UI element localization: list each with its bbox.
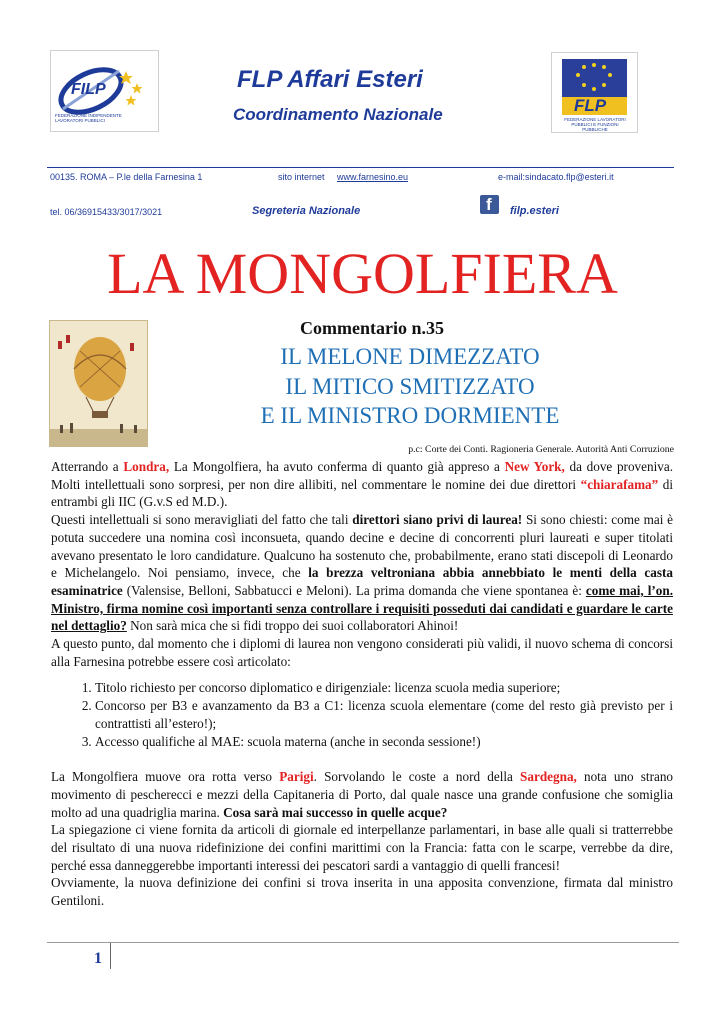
masthead-title: LA MONGOLFIERA bbox=[107, 241, 618, 306]
header-subtitle: Coordinamento Nazionale bbox=[233, 105, 443, 124]
filp-logo-text: FILP bbox=[71, 81, 106, 98]
address-text: 00135. ROMA – P.le della Farnesina 1 bbox=[50, 172, 203, 182]
p2-f: come mai, l’on. Ministro, firma nomine così importanti senza controllare i requisiti posseduti dai candidati e guardare le carte nel dettaglio? bbox=[51, 582, 673, 634]
footer-divider bbox=[47, 942, 679, 943]
p4-a: La Mongolfiera muove ora rotta verso bbox=[51, 769, 280, 785]
site-label: sito internet bbox=[278, 172, 325, 182]
list-item: 1. Titolo richiesto per concorso diplomatico e dirigenziale: licenza scuola media superiore; bbox=[95, 679, 673, 697]
site-link[interactable] bbox=[337, 172, 408, 182]
p2-e: (Valensise, Belloni, Sabbatucci e Meloni). La prima domanda che viene spontanea è: bbox=[122, 582, 586, 598]
p2-b: direttori siano privi di laurea! bbox=[352, 512, 523, 528]
facebook-icon[interactable] bbox=[480, 195, 499, 214]
cc-recipients: p.c: Corte dei Conti. Ragioneria Generale. Autorità Anti Corruzione bbox=[408, 444, 674, 455]
facebook-handle[interactable]: filp.esteri bbox=[510, 205, 559, 217]
site-url[interactable]: www.farnesino.eu bbox=[337, 172, 409, 182]
hot-air-balloon-illustration bbox=[49, 320, 148, 447]
article-body bbox=[51, 458, 673, 910]
p1-c: da dove proveniva. Molti intellettuali sono sorpresi, per non dire allibiti, nel commentare le nomine dei due direttori bbox=[51, 459, 673, 492]
term-chiarafama: “chiarafama” bbox=[580, 476, 659, 492]
filp-logo-caption: FEDERAZIONE INDIPENDENTE LAVORATORI PUBBLICI bbox=[55, 113, 122, 123]
exam-list bbox=[51, 679, 673, 750]
commentary-number: Commentario n.35 bbox=[300, 318, 444, 338]
p1-a: Atterrando a bbox=[51, 459, 124, 474]
flp-logo-text: FLP bbox=[574, 96, 607, 115]
header-divider bbox=[47, 167, 674, 168]
p2-a: Questi intellettuali si sono meravigliati del fatto che tali bbox=[51, 512, 353, 528]
balloon-graphic bbox=[50, 321, 147, 446]
p4-c: nota uno strano movimento di pescherecci e mezzi della Capitaneria di Porto, dal quale nasce una grande confusione che somiglia molto ad una quadriglia marina. bbox=[51, 769, 674, 820]
paragraph-6: Ovviamente, la nuova definizione dei confini si trova inserita in una apposita convenzione, firmata dal ministro Gentiloni. bbox=[51, 875, 673, 909]
paragraph-4 bbox=[51, 768, 673, 821]
page-number-bar bbox=[110, 943, 111, 969]
list-item: 3. Accesso qualifiche al MAE: scuola materna (anche in seconda sessione!) bbox=[95, 733, 673, 751]
place-new-york: New York, bbox=[504, 459, 565, 474]
headline-1: IL MELONE DIMEZZATO bbox=[280, 344, 540, 369]
headline-2: IL MITICO SMITIZZATO bbox=[285, 374, 535, 399]
filp-logo bbox=[50, 50, 159, 132]
p2-d: la brezza veltroniana abbia annebbiato le menti della casta esaminatrice bbox=[51, 565, 673, 598]
flp-logo bbox=[551, 52, 638, 133]
paragraph-3: A questo punto, dal momento che i diplomi di laurea non vengono considerati più validi, il nuovo schema di concorsi alla Farnesina potrebbe essere così articolato: bbox=[51, 636, 673, 669]
p2-g: Non sarà mica che si fidi troppo dei suoi collaboratori Ahinoi! bbox=[126, 618, 459, 634]
segreteria-text: Segreteria Nazionale bbox=[252, 205, 361, 217]
list-item: 2. Concorso per B3 e avanzamento da B3 a C1: licenza scuola elementare (come del resto già previsto per i contrattisti all’estero!); bbox=[95, 697, 673, 732]
paragraph-2 bbox=[51, 511, 673, 635]
p1-d: di entrambi gli IIC (G.v.S ed M.D.). bbox=[51, 476, 674, 510]
spacer bbox=[51, 759, 673, 768]
email-text[interactable]: e-mail:sindacato.flp@esteri.it bbox=[498, 172, 614, 182]
p1-b: La Mongolfiera, ha avuto conferma di quanto già appreso a bbox=[169, 459, 505, 474]
paragraph-5: La spiegazione ci viene fornita da articoli di giornale ed interpellanze parlamentari, in base alle quali si tratterrebbe del risultato di una nuova ridefinizione dei confini marittimi con la Francia: fatta con le scarpe, verrebbe da dire, perché essa danneggerebbe importanti interessi dei pescatori sardi a vantaggio di quelli francesi! bbox=[51, 822, 673, 873]
headline-3: E IL MINISTRO DORMIENTE bbox=[260, 403, 560, 428]
paragraph-1 bbox=[51, 458, 673, 511]
p4-d: Cosa sarà mai successo in quelle acque? bbox=[223, 804, 448, 820]
page-number: 1 bbox=[94, 950, 102, 967]
header-title: FLP Affari Esteri bbox=[237, 66, 423, 93]
p4-b: . Sorvolando le coste a nord della bbox=[313, 769, 521, 785]
place-sardegna: Sardegna, bbox=[520, 769, 577, 785]
tel-text: tel. 06/36915433/3017/3021 bbox=[50, 207, 163, 217]
place-parigi: Parigi bbox=[279, 769, 314, 785]
place-londra: Londra, bbox=[123, 459, 170, 474]
flp-logo-caption: FEDERAZIONE LAVORATORI PUBBLICI E FUNZIONI PUBBLICHE bbox=[564, 117, 626, 132]
facebook-icon-glyph: f bbox=[486, 195, 492, 214]
p2-c: Si sono chiesti: come mai è potuta succedere una nomina così inconsueta, quando decine e decine di concorrenti pluri laureati e super titolati avevano presentato le loro candidature. Qualcuno ha sostenuto che, probabilmente, erano stati discepoli di Leonardo e Michelangelo. Noi pensiamo, invece, che bbox=[51, 512, 673, 581]
